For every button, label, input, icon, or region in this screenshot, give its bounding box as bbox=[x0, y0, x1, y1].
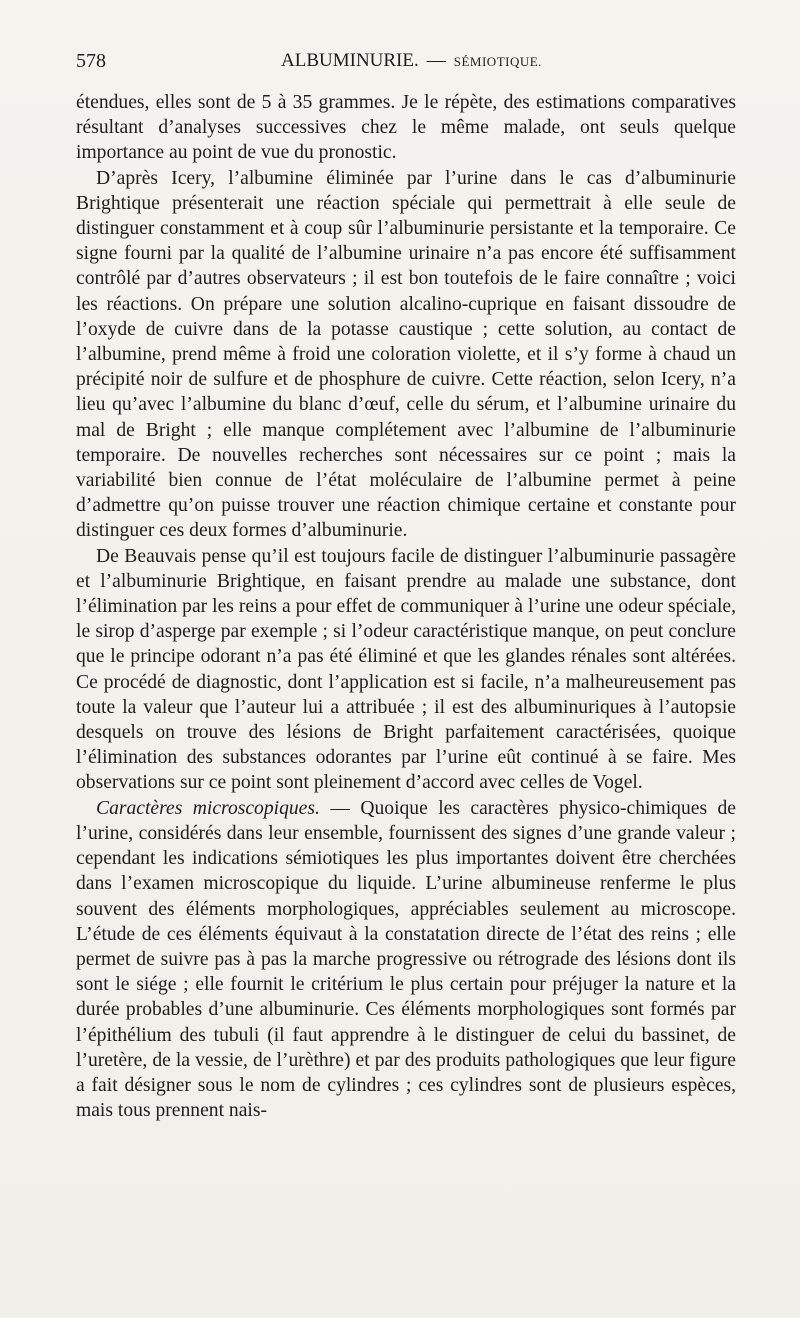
body-text bbox=[76, 90, 736, 1123]
paragraph bbox=[76, 796, 736, 1124]
page-number: 578 bbox=[76, 50, 106, 72]
paragraph: étendues, elles sont de 5 à 35 grammes. Je le répète, des estimations comparatives résultant d’analyses successives chez le même malade, ont seuls quelque importance au point de vue du pronostic. bbox=[76, 92, 736, 164]
paragraph: D’après Icery, l’albumine éliminée par l’urine dans le cas d’albuminurie Brightique présenterait une réaction spéciale qui permettrait à elle seule de distinguer constamment et à coup sûr l’albuminurie persistante et la temporaire. Ce signe fourni par la qualité de l’albumine urinaire n’a pas encore été suffisamment contrôlé par d’autres observateurs ; il est bon toutefois de le faire connaître ; voici les réactions. On prépare une solution alcalino-cuprique en faisant dissoudre de l’oxyde de cuivre dans de la potasse caustique ; cette solution, au contact de l’albumine, prend même à froid une coloration violette, et il s’y forme à chaud un précipité noir de sulfure et de phosphure de cuivre. Cette réaction, selon Icery, n’a lieu qu’avec l’albumine du blanc d’œuf, celle du sérum, et l’albumine urinaire du mal de Bright ; elle manque complétement avec l’albumine de l’albuminurie temporaire. De nouvelles recherches sont nécessaires sur ce point ; mais la variabilité bien connue de l’état moléculaire de l’albumine permet à peine d’admettre qu’on puisse trouver une réaction chimique certaine et constante pour distinguer ces deux formes d’albuminurie. bbox=[76, 167, 736, 542]
title-separator: — bbox=[426, 50, 446, 71]
section-title: SÉMIOTIQUE. bbox=[453, 54, 542, 69]
section-heading-inline: Caractères microscopiques. bbox=[96, 797, 320, 819]
running-title bbox=[281, 50, 542, 72]
show-through-artifact bbox=[558, 1006, 738, 1046]
paragraph-text: — Quoique les caractères physico-chimiques de l’urine, considérés dans leur ensemble, fournissent des signes d’une grande valeur ; cependant les indications sémiotiques les plus importantes doivent être cherchées dans l’examen microscopique du liquide. L’urine albumineuse renferme le plus souvent des éléments morphologiques, appréciables seulement au microscope. L’étude de ces éléments équivaut à la constatation directe de l’état des reins ; elle permet de suivre pas à pas la marche progressive ou rétrograde des lésions dont ils sont le siége ; elle fournit le critérium le plus certain pour préjuger la nature et la durée probables d’une albuminurie. Ces éléments morphologiques sont formés par l’épithélium des tubuli (il faut apprendre à le distinguer de celui du bassinet, de l’uretère, de la vessie, de l’urèthre) et par des produits pathologiques que leur figure a fait désigner sous le nom de cylindres ; ces cylindres sont de plusieurs espèces, mais tous prennent nais- bbox=[76, 797, 736, 1122]
chapter-title: ALBUMINURIE. bbox=[281, 50, 419, 71]
running-header bbox=[76, 50, 736, 80]
paragraph: De Beauvais pense qu’il est toujours facile de distinguer l’albuminurie passagère et l’albuminurie Brightique, en faisant prendre au malade une substance, dont l’élimination par les reins a pour effet de communiquer à l’urine une odeur spéciale, le sirop d’asperge par exemple ; si l’odeur caractéristique manque, on peut conclure que le principe odorant n’a pas été éliminé et que les glandes rénales sont altérées. Ce procédé de diagnostic, dont l’application est si facile, n’a malheureusement pas toute la valeur que l’auteur lui a attribuée ; il est des albuminuriques à l’autopsie desquels on trouve des lésions de Bright parfaitement caractérisées, quoique l’élimination des substances odorantes par l’urine eût continué à se faire. Mes observations sur ce point sont pleinement d’accord avec celles de Vogel. bbox=[76, 545, 736, 794]
